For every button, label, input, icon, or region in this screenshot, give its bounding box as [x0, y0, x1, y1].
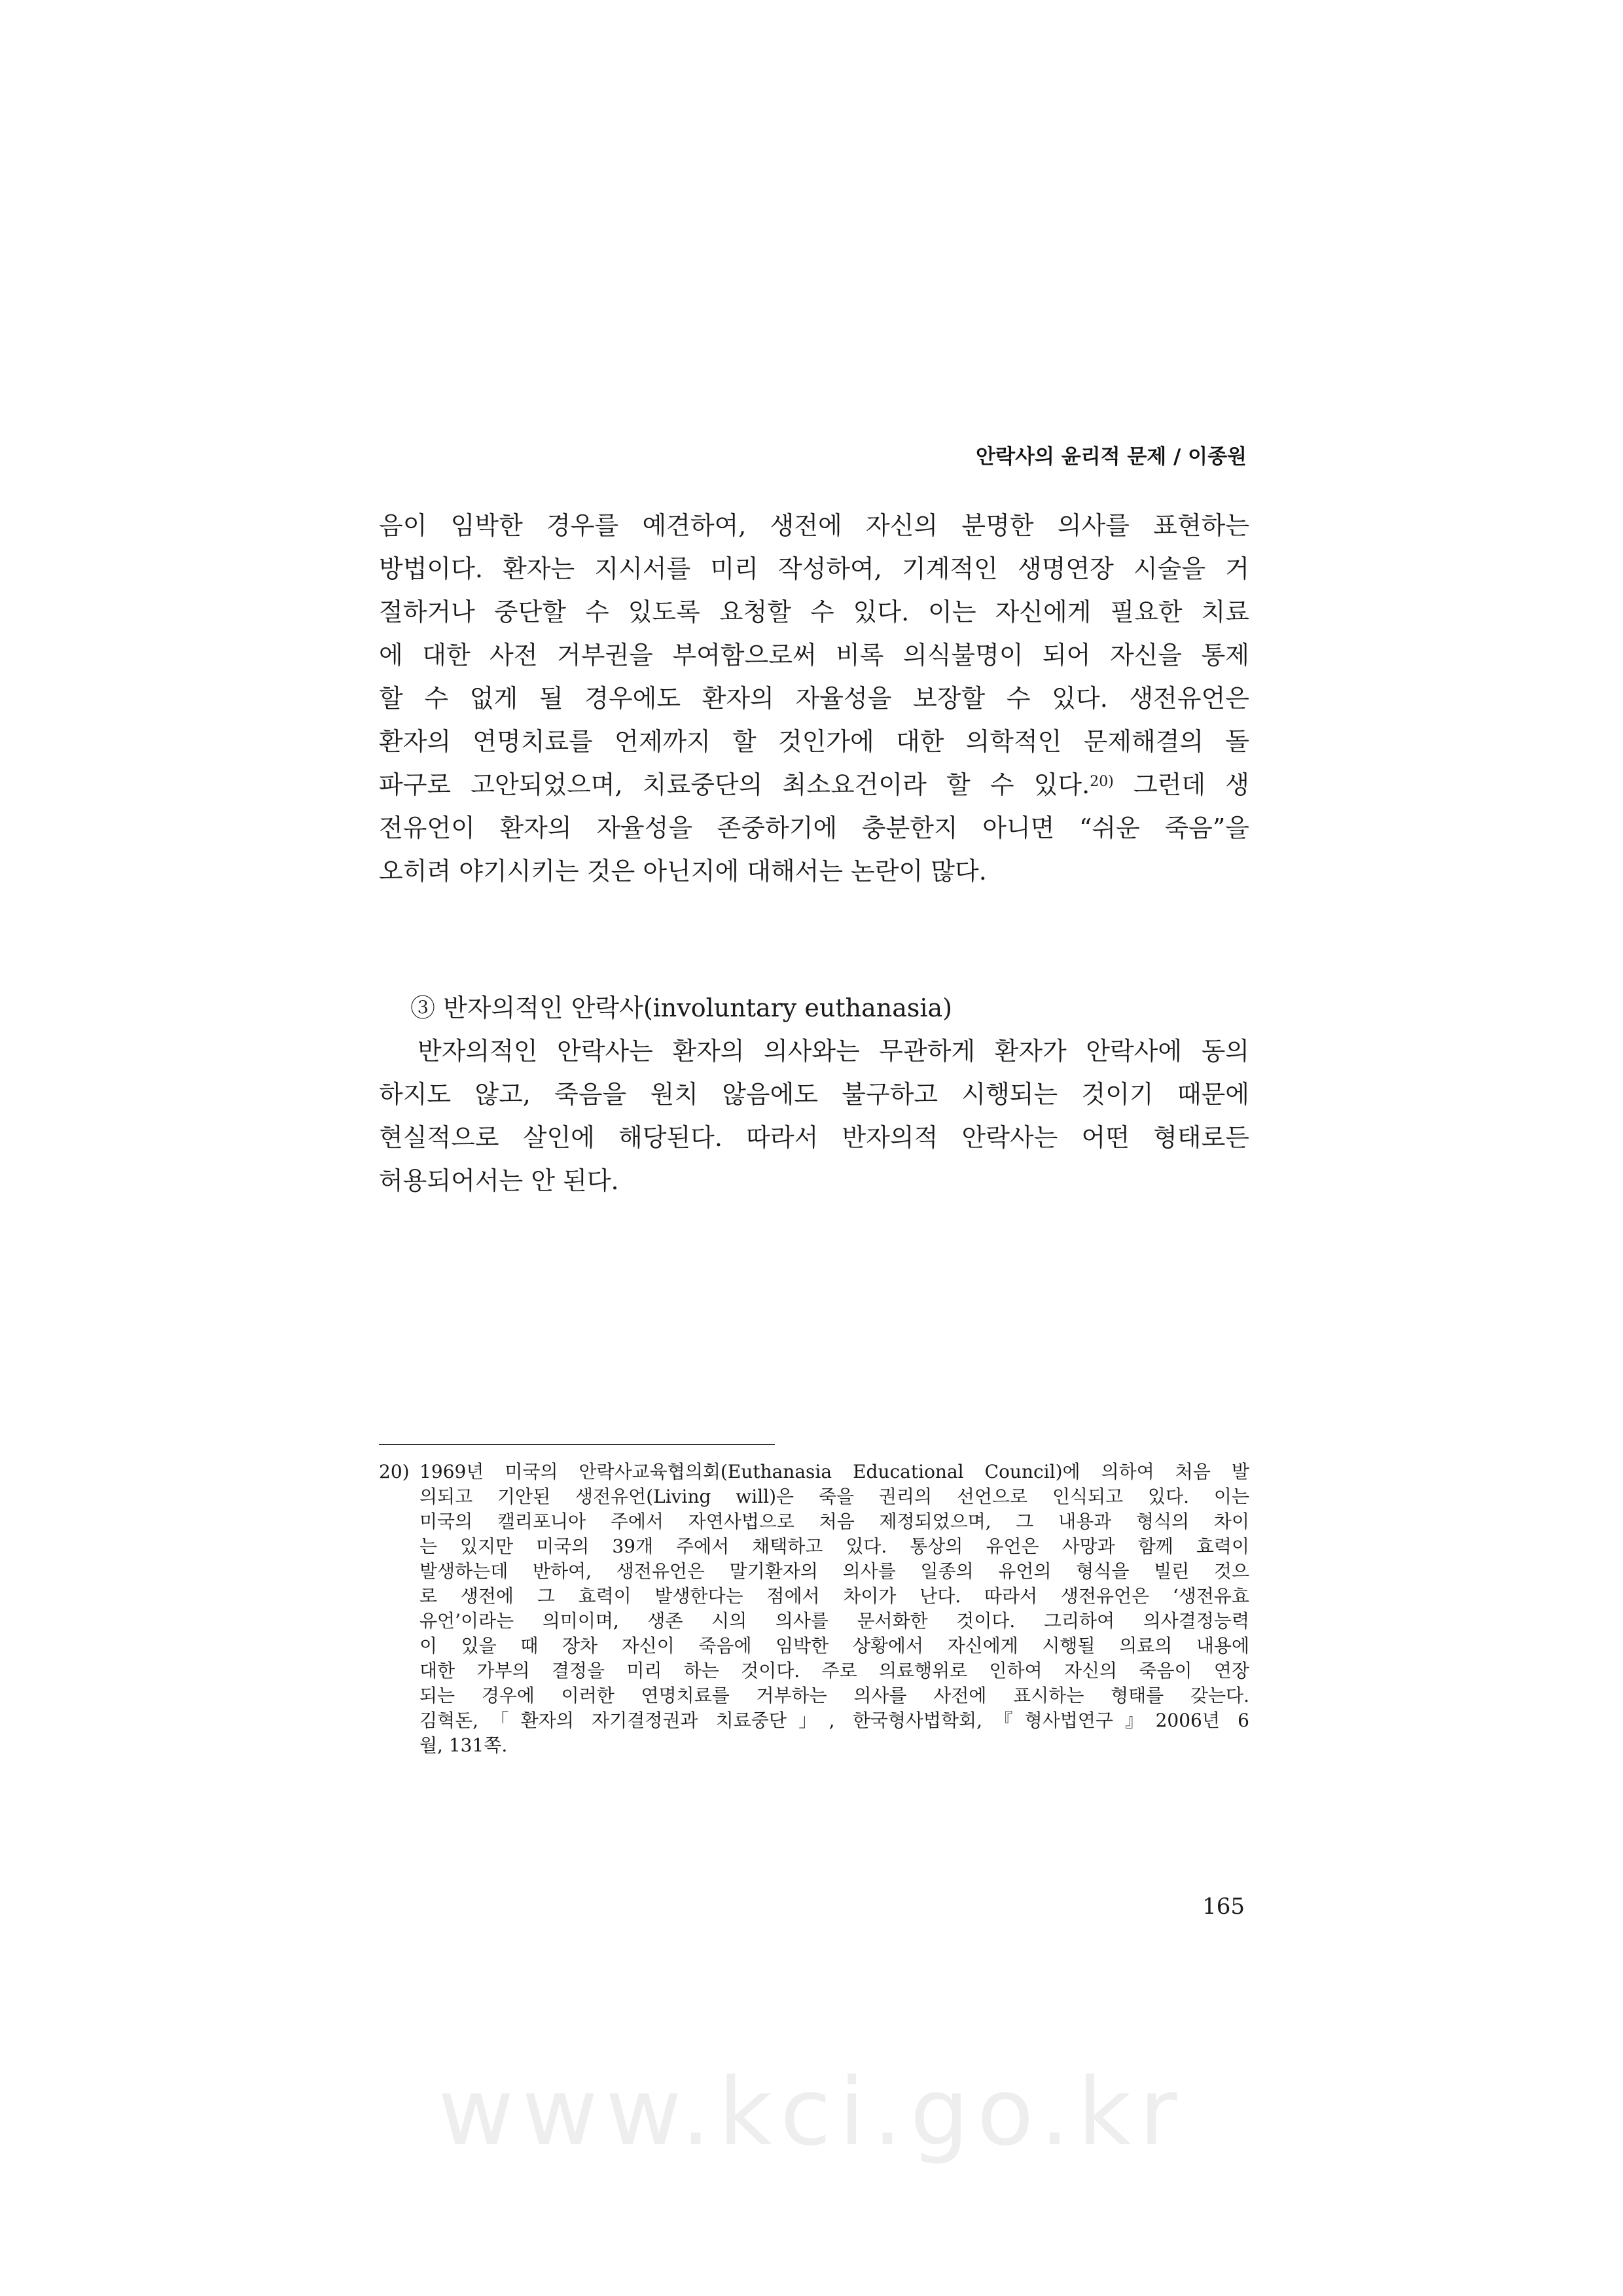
footnote-line: 미국의 캘리포니아 주에서 자연사법으로 처음 제정되었으며, 그 내용과 형식의 차이: [419, 1511, 1249, 1532]
footnote-line: 는 있지만 미국의 39개 주에서 채택하고 있다. 통상의 유언은 사망과 함께 효력이: [419, 1535, 1249, 1557]
footnote-line: 이 있을 때 장차 자신이 죽음에 임박한 상황에서 자신에게 시행될 의료의 내용에: [419, 1635, 1249, 1657]
footnote-line: 로 생전에 그 효력이 발생한다는 점에서 차이가 난다. 따라서 생전유언은 ‘생전유효: [419, 1585, 1249, 1607]
body-line: [379, 763, 1249, 806]
section-heading: ③ 반자의적인 안락사(involuntary euthanasia): [410, 994, 952, 1022]
footnote-line: 유언’이라는 의미이며, 생존 시의 의사를 문서화한 것이다. 그리하여 의사결정능력: [419, 1610, 1249, 1632]
footnote-line: 대한 가부의 결정을 미리 하는 것이다. 주로 의료행위로 인하여 자신의 죽음이 연장: [419, 1660, 1249, 1681]
footnote-line: 되는 경우에 이러한 연명치료를 거부하는 의사를 사전에 표시하는 형태를 갖는다.: [419, 1685, 1249, 1706]
watermark: www.kci.go.kr: [438, 2058, 1185, 2166]
footnote-line: 1969년 미국의 안락사교육협의회(Euthanasia Educational Council)에 의하여 처음 발: [419, 1461, 1249, 1482]
footnote-line: 월, 131쪽.: [419, 1734, 508, 1756]
footnote-line: 의되고 기안된 생전유언(Living will)은 죽을 권리의 선언으로 인식되고 있다. 이는: [419, 1486, 1249, 1507]
body-line: 음이 임박한 경우를 예견하여, 생전에 자신의 분명한 의사를 표현하는: [379, 511, 1249, 540]
body-line: 오히려 야기시키는 것은 아닌지에 대해서는 논란이 많다.: [379, 857, 987, 886]
body-line: 방법이다. 환자는 지시서를 미리 작성하여, 기계적인 생명연장 시술을 거: [379, 554, 1249, 583]
footnote-divider: [379, 1444, 775, 1445]
footnote-line: 김혁돈,「환자의 자기결정권과 치료중단」, 한국형사법학회,『형사법연구』2006년 6: [419, 1710, 1249, 1731]
body-line: 하지도 않고, 죽음을 원치 않음에도 불구하고 시행되는 것이기 때문에: [379, 1080, 1249, 1109]
body-line: 할 수 없게 될 경우에도 환자의 자율성을 보장할 수 있다. 생전유언은: [379, 684, 1249, 713]
body-line: 환자의 연명치료를 언제까지 할 것인가에 대한 의학적인 문제해결의 돌: [379, 727, 1249, 756]
running-header: 안락사의 윤리적 문제 / 이종원: [976, 445, 1247, 469]
body-text-run: 그런데 생: [1113, 770, 1249, 799]
body-line: 절하거나 중단할 수 있도록 요청할 수 있다. 이는 자신에게 필요한 치료: [379, 598, 1249, 626]
footnote-reference[interactable]: 20): [1090, 774, 1114, 790]
body-line: 반자의적인 안락사는 환자의 의사와는 무관하게 환자가 안락사에 동의: [379, 1037, 1249, 1066]
body-text-run: 파구로 고안되었으며, 치료중단의 최소요건이라 할 수 있다.: [379, 770, 1090, 799]
footnote-number: 20): [379, 1461, 410, 1482]
body-line: 현실적으로 살인에 해당된다. 따라서 반자의적 안락사는 어떤 형태로든: [379, 1123, 1249, 1152]
body-line: 전유언이 환자의 자율성을 존중하기에 충분한지 아니면 “쉬운 죽음”을: [379, 814, 1249, 842]
body-line: 에 대한 사전 거부권을 부여함으로써 비록 의식불명이 되어 자신을 통제: [379, 641, 1249, 670]
body-line: 허용되어서는 안 된다.: [379, 1166, 619, 1195]
page-number: 165: [1202, 1893, 1245, 1920]
footnote-line: 발생하는데 반하여, 생전유언은 말기환자의 의사를 일종의 유언의 형식을 빌린 것으: [419, 1560, 1249, 1582]
